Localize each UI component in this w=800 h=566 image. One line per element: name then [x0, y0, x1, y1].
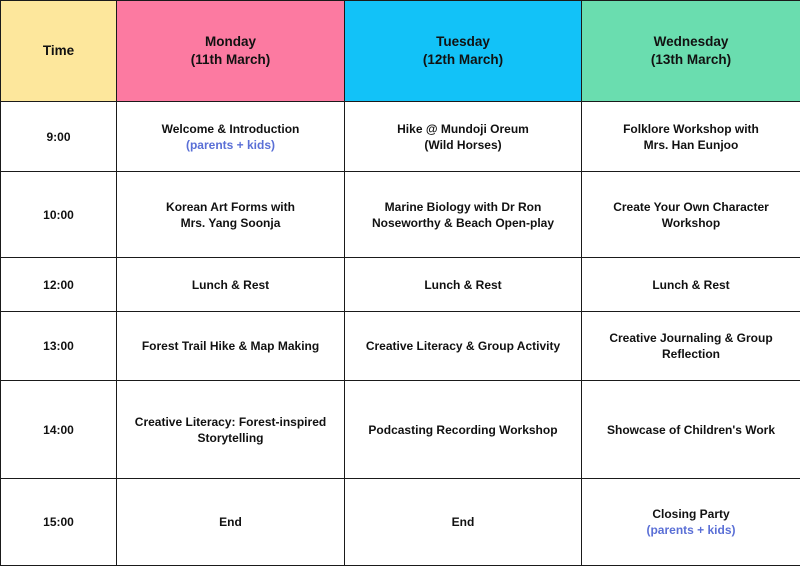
- time-label: 10:00: [43, 208, 74, 222]
- activity-cell: [345, 381, 582, 479]
- wednesday-header: [582, 1, 800, 102]
- schedule-row: [1, 381, 800, 479]
- tuesday-day-label: Tuesday: [353, 33, 573, 51]
- activity-cell: [117, 102, 345, 172]
- activity-cell: [345, 479, 582, 566]
- schedule-row: [1, 312, 800, 381]
- activity-text: Folklore Workshop with: [590, 121, 792, 137]
- activity-cell: [582, 479, 800, 566]
- activity-text: Mrs. Yang Soonja: [125, 215, 336, 231]
- activity-text: Marine Biology with Dr Ron: [353, 199, 573, 215]
- monday-day-label: Monday: [125, 33, 336, 51]
- activity-text: Workshop: [590, 215, 792, 231]
- activity-text: Hike @ Mundoji Oreum: [353, 121, 573, 137]
- activity-text: Korean Art Forms with: [125, 199, 336, 215]
- activity-cell: [345, 258, 582, 312]
- activity-cell: [582, 102, 800, 172]
- activity-text: Lunch & Rest: [353, 277, 573, 293]
- time-header-label: Time: [43, 43, 74, 58]
- schedule-row: [1, 102, 800, 172]
- activity-cell: [117, 172, 345, 258]
- time-cell: [1, 172, 117, 258]
- time-cell: [1, 312, 117, 381]
- activity-text: Forest Trail Hike & Map Making: [125, 338, 336, 354]
- time-header: [1, 1, 117, 102]
- tuesday-date-label: (12th March): [353, 51, 573, 69]
- attendee-note: (parents + kids): [590, 522, 792, 538]
- monday-header: [117, 1, 345, 102]
- time-label: 12:00: [43, 278, 74, 292]
- activity-cell: [117, 258, 345, 312]
- activity-text: Podcasting Recording Workshop: [353, 422, 573, 438]
- schedule-row: [1, 479, 800, 566]
- time-cell: [1, 102, 117, 172]
- activity-cell: [345, 312, 582, 381]
- activity-text: Mrs. Han Eunjoo: [590, 137, 792, 153]
- activity-text: Creative Journaling & Group: [590, 330, 792, 346]
- time-cell: [1, 381, 117, 479]
- schedule-row: [1, 172, 800, 258]
- activity-text: Create Your Own Character: [590, 199, 792, 215]
- activity-text: Reflection: [590, 346, 792, 362]
- tuesday-header: [345, 1, 582, 102]
- wednesday-day-label: Wednesday: [590, 33, 792, 51]
- time-label: 15:00: [43, 515, 74, 529]
- activity-cell: [582, 381, 800, 479]
- schedule-row: [1, 258, 800, 312]
- activity-text: End: [125, 514, 336, 530]
- wednesday-date-label: (13th March): [590, 51, 792, 69]
- activity-cell: [345, 172, 582, 258]
- activity-text: Creative Literacy & Group Activity: [353, 338, 573, 354]
- time-label: 9:00: [46, 130, 70, 144]
- time-label: 14:00: [43, 423, 74, 437]
- activity-text: Showcase of Children's Work: [590, 422, 792, 438]
- activity-text: Noseworthy & Beach Open-play: [353, 215, 573, 231]
- header-row: [1, 1, 800, 102]
- activity-text: Lunch & Rest: [125, 277, 336, 293]
- activity-cell: [117, 381, 345, 479]
- activity-cell: [582, 172, 800, 258]
- activity-text: Creative Literacy: Forest-inspired: [125, 414, 336, 430]
- attendee-note: (parents + kids): [125, 137, 336, 153]
- activity-text: Lunch & Rest: [590, 277, 792, 293]
- schedule-body: [1, 102, 800, 566]
- activity-text: Welcome & Introduction: [125, 121, 336, 137]
- activity-cell: [345, 102, 582, 172]
- monday-date-label: (11th March): [125, 51, 336, 69]
- time-cell: [1, 479, 117, 566]
- activity-text: Storytelling: [125, 430, 336, 446]
- activity-cell: [117, 312, 345, 381]
- activity-text: Closing Party: [590, 506, 792, 522]
- activity-cell: [582, 312, 800, 381]
- activity-cell: [117, 479, 345, 566]
- time-label: 13:00: [43, 339, 74, 353]
- time-cell: [1, 258, 117, 312]
- activity-text: End: [353, 514, 573, 530]
- activity-text: (Wild Horses): [353, 137, 573, 153]
- activity-cell: [582, 258, 800, 312]
